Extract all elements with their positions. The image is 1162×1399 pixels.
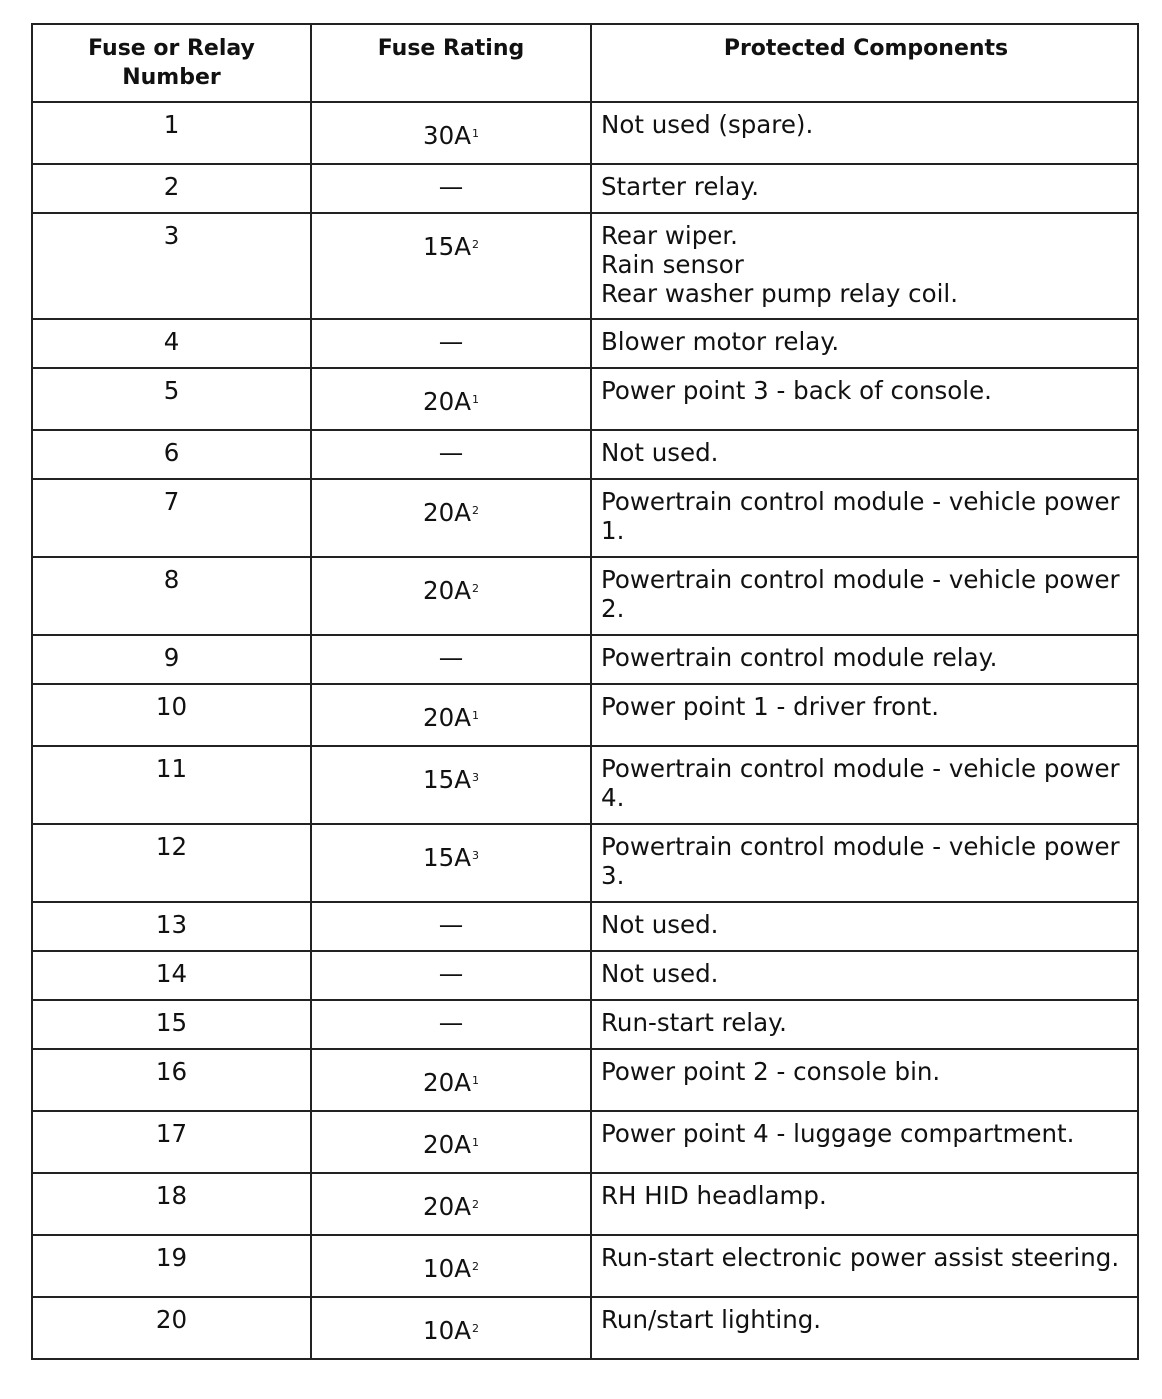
fuse-rating-value: 20A <box>423 576 471 605</box>
fuse-number-cell: 9 <box>33 636 312 683</box>
component-text: Blower motor relay. <box>601 327 840 356</box>
fuse-rating-cell <box>312 636 592 683</box>
table-row <box>33 825 1137 903</box>
footnote-marker: 2 <box>471 504 479 517</box>
protected-components-cell <box>592 1174 1137 1234</box>
component-text: Powertrain control module - vehicle power 2. <box>601 565 1120 623</box>
footnote-marker: 3 <box>471 771 479 784</box>
fuse-number-cell: 13 <box>33 903 312 950</box>
fuse-rating-cell <box>312 103 592 163</box>
footnote-marker: 2 <box>471 1260 479 1273</box>
fuse-rating-cell <box>312 1236 592 1296</box>
protected-components-cell <box>592 1112 1137 1172</box>
protected-components-cell <box>592 165 1137 212</box>
component-text: Powertrain control module - vehicle power 3. <box>601 832 1120 890</box>
footnote-marker: 1 <box>471 393 479 406</box>
component-text: Starter relay. <box>601 172 760 201</box>
component-text: Powertrain control module - vehicle power 1. <box>601 487 1120 545</box>
component-text: Powertrain control module - vehicle power 4. <box>601 754 1120 812</box>
protected-components-cell <box>592 825 1137 901</box>
protected-components-cell <box>592 1298 1137 1358</box>
table-row <box>33 103 1137 165</box>
component-text: Not used. <box>601 959 719 988</box>
fuse-rating-value: 10A <box>423 1254 471 1283</box>
table-row <box>33 747 1137 825</box>
component-text: Not used. <box>601 910 719 939</box>
fuse-rating-cell <box>312 903 592 950</box>
fuse-rating-cell <box>312 369 592 429</box>
footnote-marker: 2 <box>471 1198 479 1211</box>
fuse-rating-value: 20A <box>423 498 471 527</box>
table-row <box>33 1050 1137 1112</box>
fuse-number-cell: 1 <box>33 103 312 163</box>
table-row <box>33 636 1137 685</box>
footnote-marker: 1 <box>471 709 479 722</box>
fuse-rating-cell <box>312 1174 592 1234</box>
footnote-marker: 1 <box>471 1074 479 1087</box>
protected-components-cell <box>592 952 1137 999</box>
protected-components-cell <box>592 558 1137 634</box>
fuse-number-cell: 7 <box>33 480 312 556</box>
component-text: RH HID headlamp. <box>601 1181 827 1210</box>
fuse-rating-value: — <box>438 959 464 988</box>
table-row <box>33 1112 1137 1174</box>
footnote-marker: 2 <box>471 238 479 251</box>
fuse-rating-value: 10A <box>423 1316 471 1345</box>
fuse-rating-cell <box>312 558 592 634</box>
protected-components-cell <box>592 1001 1137 1048</box>
fuse-rating-cell <box>312 1298 592 1358</box>
fuse-rating-value: 15A <box>423 232 471 261</box>
fuse-rating-cell <box>312 1112 592 1172</box>
component-text: Not used (spare). <box>601 110 814 139</box>
footnote-marker: 2 <box>471 1322 479 1335</box>
fuse-rating-value: 20A <box>423 1130 471 1159</box>
fuse-rating-value: 20A <box>423 703 471 732</box>
protected-components-cell <box>592 903 1137 950</box>
component-text: Power point 3 - back of console. <box>601 376 992 405</box>
protected-components-cell <box>592 431 1137 478</box>
fuse-rating-cell <box>312 480 592 556</box>
table-row <box>33 952 1137 1001</box>
table-header-row <box>33 25 1137 103</box>
component-text: Not used. <box>601 438 719 467</box>
component-text: Rear washer pump relay coil. <box>601 279 959 308</box>
table-row <box>33 165 1137 214</box>
fuse-rating-cell <box>312 747 592 823</box>
component-text: Run/start lighting. <box>601 1305 822 1334</box>
protected-components-cell <box>592 1050 1137 1110</box>
fuse-rating-value: 20A <box>423 1068 471 1097</box>
fuse-rating-value: 20A <box>423 1192 471 1221</box>
table-row <box>33 1298 1137 1360</box>
fuse-rating-value: — <box>438 643 464 672</box>
table-row <box>33 320 1137 369</box>
footnote-marker: 2 <box>471 582 479 595</box>
fuse-number-cell: 16 <box>33 1050 312 1110</box>
fuse-rating-cell <box>312 431 592 478</box>
fuse-number-cell: 3 <box>33 214 312 318</box>
fuse-number-cell: 15 <box>33 1001 312 1048</box>
fuse-rating-cell <box>312 685 592 745</box>
table-row <box>33 431 1137 480</box>
protected-components-cell <box>592 103 1137 163</box>
table-row <box>33 1174 1137 1236</box>
protected-components-cell <box>592 636 1137 683</box>
fuse-rating-value: — <box>438 327 464 356</box>
table-row <box>33 1236 1137 1298</box>
fuse-rating-cell <box>312 214 592 318</box>
fuse-rating-value: 15A <box>423 843 471 872</box>
fuse-number-cell: 19 <box>33 1236 312 1296</box>
table-body <box>33 103 1137 1360</box>
fuse-number-cell: 8 <box>33 558 312 634</box>
header-fuse-number: Fuse or Relay Number <box>33 25 312 101</box>
fuse-rating-value: — <box>438 910 464 939</box>
footnote-marker: 1 <box>471 1136 479 1149</box>
fuse-number-cell: 10 <box>33 685 312 745</box>
fuse-rating-cell <box>312 1001 592 1048</box>
component-text: Power point 2 - console bin. <box>601 1057 941 1086</box>
fuse-number-cell: 12 <box>33 825 312 901</box>
fuse-rating-cell <box>312 825 592 901</box>
fuse-number-cell: 6 <box>33 431 312 478</box>
table-row <box>33 903 1137 952</box>
protected-components-cell <box>592 369 1137 429</box>
fuse-table <box>31 23 1139 1360</box>
component-text: Run-start relay. <box>601 1008 787 1037</box>
fuse-rating-value: — <box>438 1008 464 1037</box>
fuse-number-cell: 14 <box>33 952 312 999</box>
component-text: Rear wiper. <box>601 221 738 250</box>
fuse-number-cell: 5 <box>33 369 312 429</box>
fuse-number-cell: 2 <box>33 165 312 212</box>
footnote-marker: 3 <box>471 849 479 862</box>
component-text: Powertrain control module relay. <box>601 643 998 672</box>
protected-components-cell <box>592 214 1137 318</box>
header-protected-components: Protected Components <box>723 36 1009 61</box>
table-row <box>33 214 1137 320</box>
table-row <box>33 1001 1137 1050</box>
fuse-rating-value: 20A <box>423 387 471 416</box>
component-text: Rain sensor <box>601 250 744 279</box>
fuse-number-cell: 18 <box>33 1174 312 1234</box>
fuse-rating-cell <box>312 1050 592 1110</box>
fuse-rating-value: — <box>438 172 464 201</box>
fuse-number-cell: 4 <box>33 320 312 367</box>
fuse-rating-value: 15A <box>423 765 471 794</box>
protected-components-cell <box>592 747 1137 823</box>
table-row <box>33 369 1137 431</box>
fuse-rating-value: 30A <box>423 121 471 150</box>
protected-components-cell <box>592 685 1137 745</box>
protected-components-cell <box>592 320 1137 367</box>
fuse-rating-value: — <box>438 438 464 467</box>
component-text: Run-start electronic power assist steering. <box>601 1243 1120 1272</box>
header-fuse-rating: Fuse Rating <box>312 25 592 101</box>
fuse-rating-cell <box>312 165 592 212</box>
fuse-number-cell: 20 <box>33 1298 312 1358</box>
table-row <box>33 558 1137 636</box>
table-row <box>33 685 1137 747</box>
table-row <box>33 480 1137 558</box>
fuse-number-cell: 11 <box>33 747 312 823</box>
component-text: Power point 4 - luggage compartment. <box>601 1119 1075 1148</box>
fuse-rating-cell <box>312 952 592 999</box>
footnote-marker: 1 <box>471 127 479 140</box>
fuse-rating-cell <box>312 320 592 367</box>
fuse-number-cell: 17 <box>33 1112 312 1172</box>
component-text: Power point 1 - driver front. <box>601 692 940 721</box>
protected-components-cell <box>592 480 1137 556</box>
protected-components-cell <box>592 1236 1137 1296</box>
